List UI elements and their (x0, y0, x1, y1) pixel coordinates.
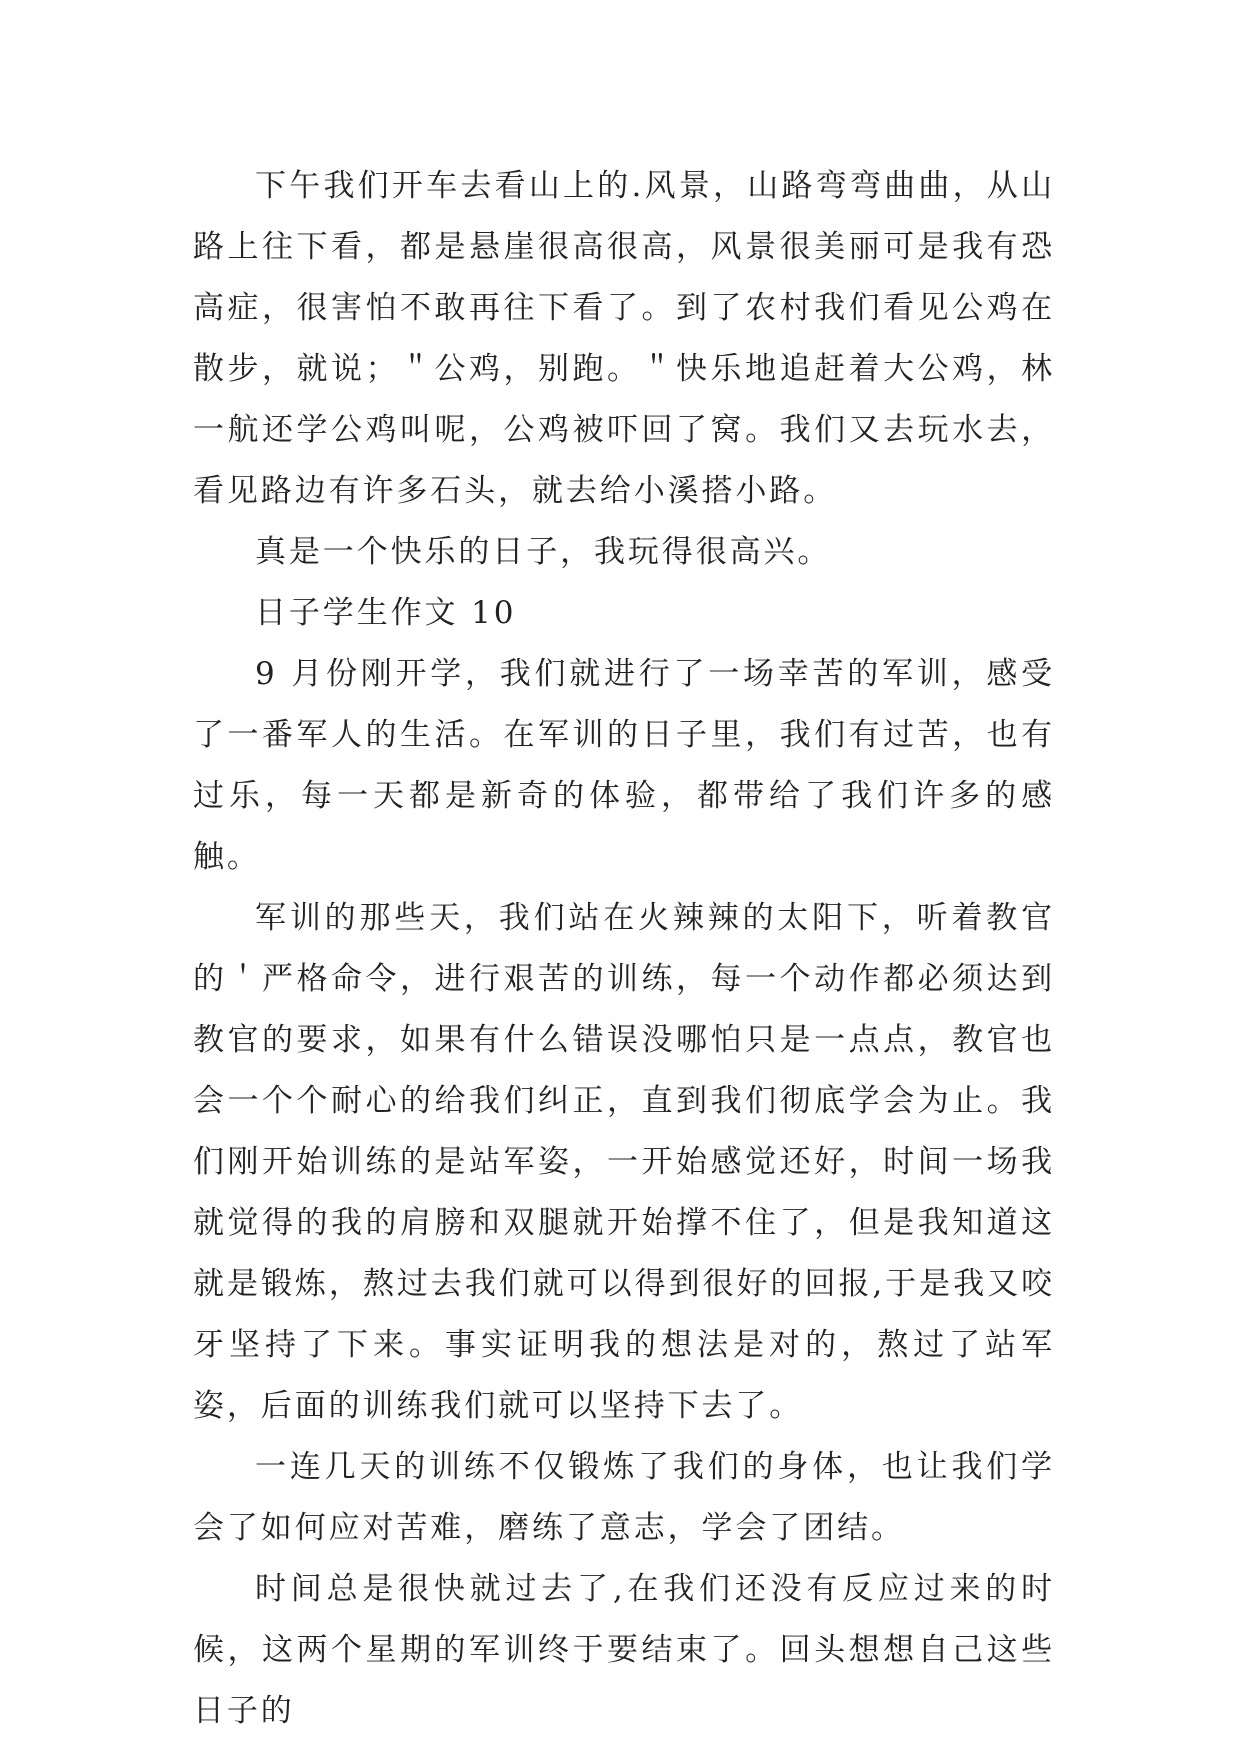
paragraph: 时间总是很快就过去了,在我们还没有反应过来的时候，这两个星期的军训终于要结束了。回头想想自己这些日子的 (193, 1571, 1055, 1729)
document-body (193, 156, 1055, 1742)
paragraph: 下午我们开车去看山上的.风景，山路弯弯曲曲，从山路上往下看，都是悬崖很高很高，风景很美丽可是我有恐高症，很害怕不敢再往下看了。到了农村我们看见公鸡在散步，就说；＂公鸡，别跑。＂快乐地追赶着大公鸡，林一航还学公鸡叫呢，公鸡被吓回了窝。我们又去玩水去，看见路边有许多石头，就去给小溪搭小路。 (193, 168, 1055, 509)
paragraph: 真是一个快乐的日子，我玩得很高兴。 (255, 534, 832, 570)
section-title: 日子学生作文 10 (255, 595, 517, 631)
paragraph: 一连几天的训练不仅锻炼了我们的身体，也让我们学会了如何应对苦难，磨练了意志，学会了团结。 (193, 1449, 1055, 1546)
paragraph: 9 月份刚开学，我们就进行了一场幸苦的军训，感受了一番军人的生活。在军训的日子里，我们有过苦，也有过乐，每一天都是新奇的体验，都带给了我们许多的感触。 (193, 656, 1055, 875)
paragraph: 军训的那些天，我们站在火辣辣的太阳下，听着教官的＇严格命令，进行艰苦的训练，每一个动作都必须达到教官的要求，如果有什么错误没哪怕只是一点点，教官也会一个个耐心的给我们纠正，直到我们彻底学会为止。我们刚开始训练的是站军姿，一开始感觉还好，时间一场我就觉得的我的肩膀和双腿就开始撑不住了，但是我知道这就是锻炼，熬过去我们就可以得到很好的回报,于是我又咬牙坚持了下来。事实证明我的想法是对的，熬过了站军姿，后面的训练我们就可以坚持下去了。 (193, 900, 1055, 1424)
